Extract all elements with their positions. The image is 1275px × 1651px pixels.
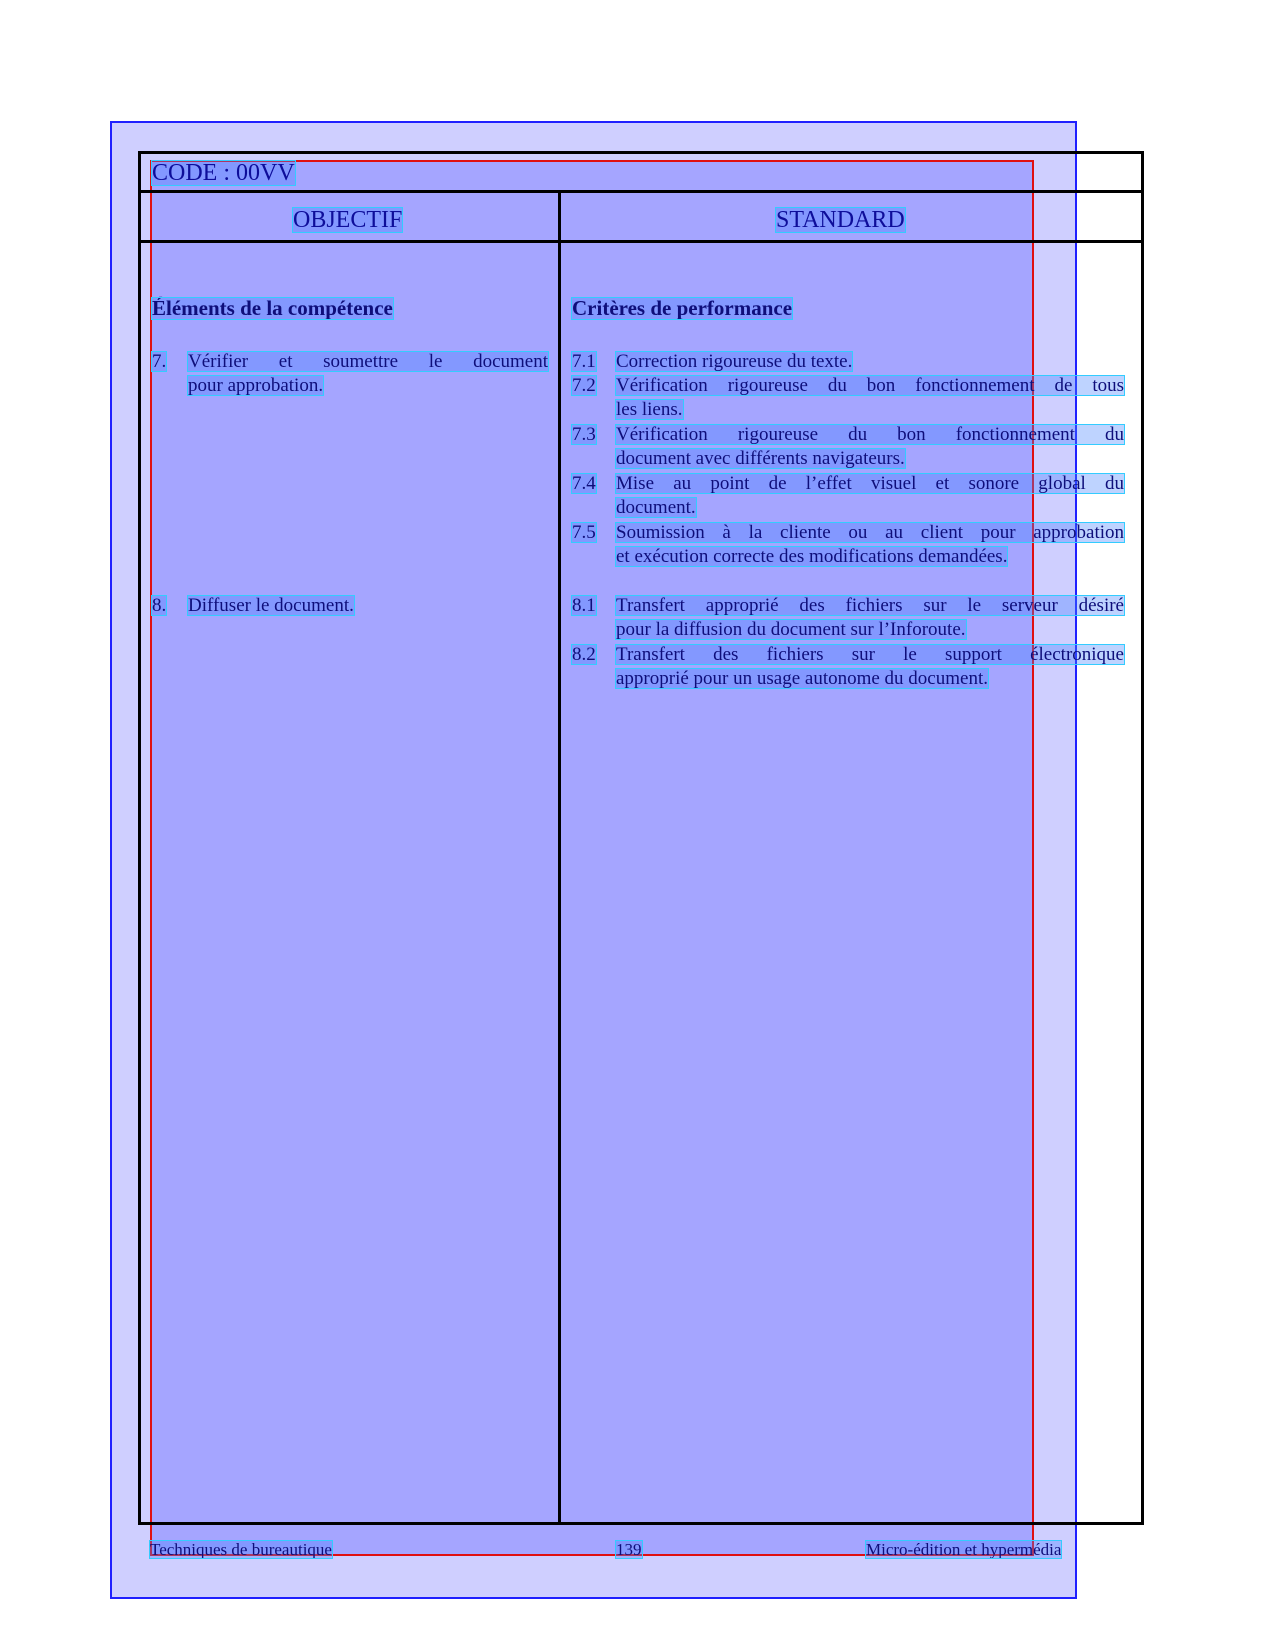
element-text-line: pour approbation. [188,375,324,396]
element-number: 7. [152,351,167,372]
criterion-text-line: Mise au point de l’effet visuel et sonore global du [616,473,1124,494]
right-section-heading: Critères de performance [572,296,793,320]
column-divider [558,192,561,1522]
criterion-text-line: les liens. [616,399,683,420]
footer-program: Techniques de bureautique [150,1540,332,1559]
footer-course: Micro-édition et hypermédia [866,1540,1062,1559]
footer-page-number: 139 [616,1540,642,1559]
criterion-text-line: document. [616,497,696,518]
criterion-text-line: Transfert des fichiers sur le support électronique [616,644,1124,665]
criterion-number: 8.1 [572,595,596,616]
table-divider [138,190,1144,193]
element-number: 8. [152,595,167,616]
criterion-number: 7.1 [572,351,596,372]
criterion-text-line: approprié pour un usage autonome du document. [616,668,988,689]
criterion-number: 7.4 [572,473,596,494]
criterion-number: 7.5 [572,522,596,543]
criterion-text-line: Transfert approprié des fichiers sur le serveur désiré [616,595,1124,616]
criterion-text-line: Soumission à la cliente ou au client pour approbation [616,522,1124,543]
table-divider [138,240,1144,243]
criterion-text-line: document avec différents navigateurs. [616,448,905,469]
header-standard: STANDARD [776,207,905,233]
criterion-text-line: Correction rigoureuse du texte. [616,351,853,372]
element-text-line: Diffuser le document. [188,595,354,616]
criterion-text-line: Vérification rigoureuse du bon fonctionnement de tous [616,375,1124,396]
criterion-number: 7.2 [572,375,596,396]
element-text-line: Vérifier et soumettre le document [188,351,548,372]
header-objective: OBJECTIF [293,207,403,233]
criterion-text-line: et exécution correcte des modifications demandées. [616,546,1008,567]
left-section-heading: Éléments de la compétence [152,296,393,320]
criterion-number: 8.2 [572,644,596,665]
criterion-number: 7.3 [572,424,596,445]
program-code: CODE : 00VV [152,160,295,186]
criterion-text-line: pour la diffusion du document sur l’Inforoute. [616,619,966,640]
criterion-text-line: Vérification rigoureuse du bon fonctionnement du [616,424,1124,445]
